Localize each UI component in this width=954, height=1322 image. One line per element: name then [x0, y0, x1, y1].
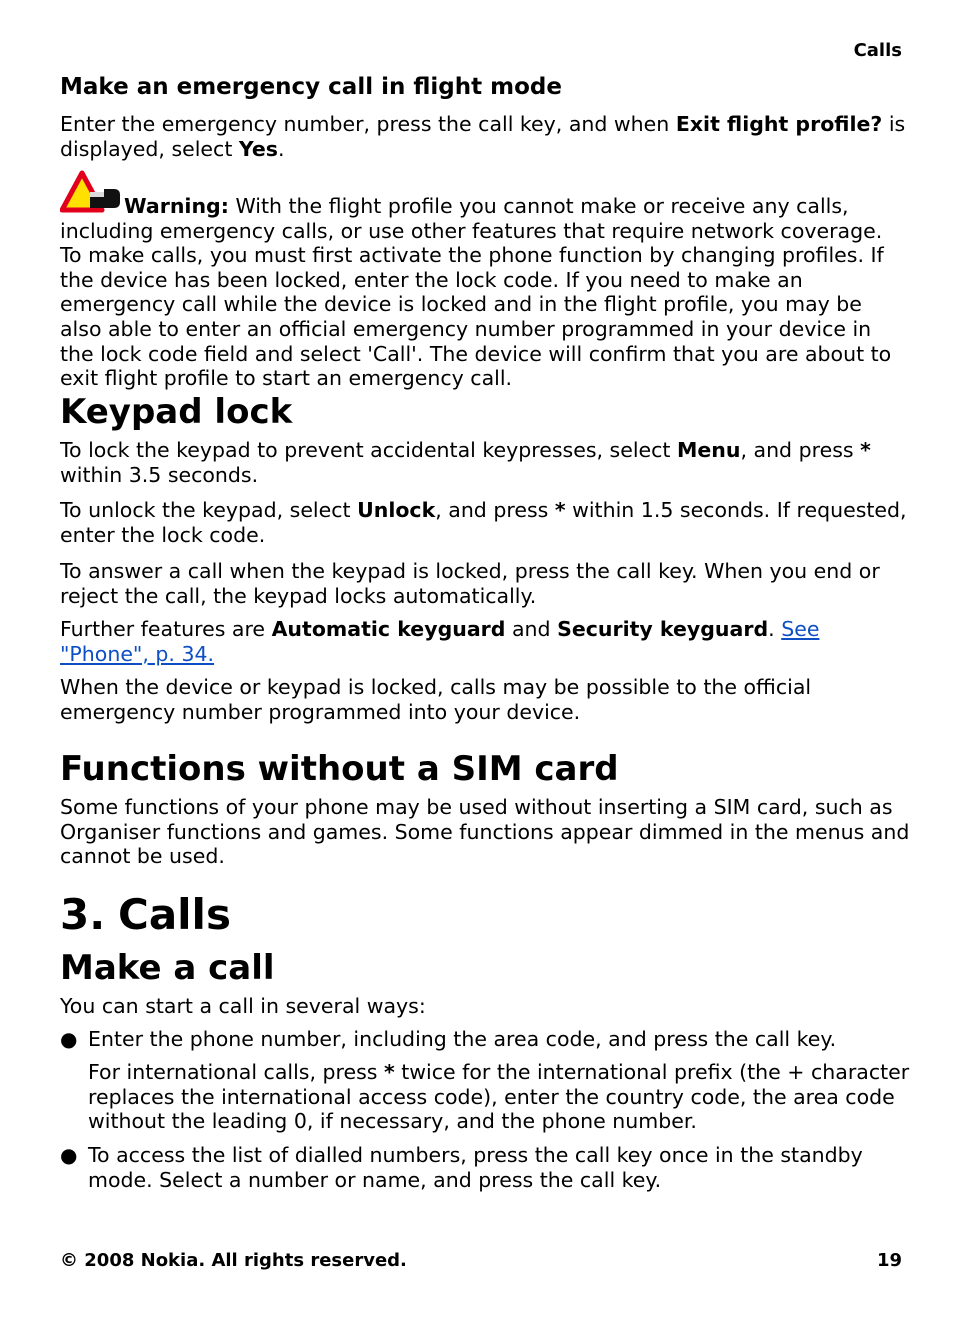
phone-section-link[interactable]: See: [781, 617, 820, 641]
keypad-paragraph-unlock: To unlock the keypad, select Unlock, and press * within 1.5 seconds. If requested, enter the lock code.: [60, 498, 907, 547]
chapter-number: 3.: [60, 890, 106, 939]
footer-page-number: 19: [876, 1250, 902, 1271]
bullet-dot: ●: [60, 1027, 78, 1051]
warning-label: Warning:: [124, 194, 229, 218]
make-call-intro: You can start a call in several ways:: [60, 994, 426, 1018]
section-subheading-flight: Make an emergency call in flight mode: [60, 74, 562, 100]
chapter-heading: [60, 890, 231, 940]
chapter-title: Calls: [118, 890, 231, 939]
running-header: Calls: [853, 40, 902, 61]
flight-paragraph: Enter the emergency number, press the call key, and when Exit flight profile? is displayed, select Yes.: [60, 112, 906, 161]
heading-make-a-call: Make a call: [60, 948, 275, 988]
heading-functions-without-sim: Functions without a SIM card: [60, 749, 619, 789]
list-item-dialled-numbers: To access the list of dialled numbers, press the call key once in the standby mode. Select a number or name, and press the call key.: [88, 1143, 863, 1192]
keypad-paragraph-emergency: When the device or keypad is locked, calls may be possible to the official emergency number programmed into your device.: [60, 675, 812, 724]
list-item-enter-number: Enter the phone number, including the area code, and press the call key.: [88, 1027, 837, 1051]
bullet-dot: ●: [60, 1143, 78, 1167]
list-item-international: For international calls, press * twice for the international prefix (the + character replaces the international access code), enter the country code, the area code without the leading 0, if necessary, and the phone number.: [88, 1060, 910, 1134]
warning-paragraph: Warning: With the flight profile you cannot make or receive any calls, including emergency calls, or use other features that require network coverage. To make calls, you must first activate the phone function by changing profiles. If the device has been locked, enter the lock code. If you need to make an emergency call while the device is locked and in the flight profile, you may be also able to enter an official emergency number programmed in your device in the lock code field and select 'Call'. The device will confirm that you are about to exit flight profile to start an emergency call.: [60, 194, 892, 391]
sim-paragraph: Some functions of your phone may be used without inserting a SIM card, such as Organiser functions and games. Some functions appear dimmed in the menus and cannot be used.: [60, 795, 910, 869]
heading-keypad-lock: Keypad lock: [60, 392, 293, 432]
footer-copyright: © 2008 Nokia. All rights reserved.: [60, 1250, 407, 1271]
keypad-paragraph-features: Further features are Automatic keyguard and Security keyguard. See "Phone", p. 34.: [60, 617, 820, 666]
phone-section-link-page[interactable]: "Phone", p. 34.: [60, 641, 215, 666]
keypad-paragraph-answer: To answer a call when the keypad is locked, press the call key. When you end or reject the call, the keypad locks automatically.: [60, 559, 880, 608]
keypad-paragraph-lock: To lock the keypad to prevent accidental keypresses, select Menu, and press * within 3.5 seconds.: [60, 438, 871, 487]
